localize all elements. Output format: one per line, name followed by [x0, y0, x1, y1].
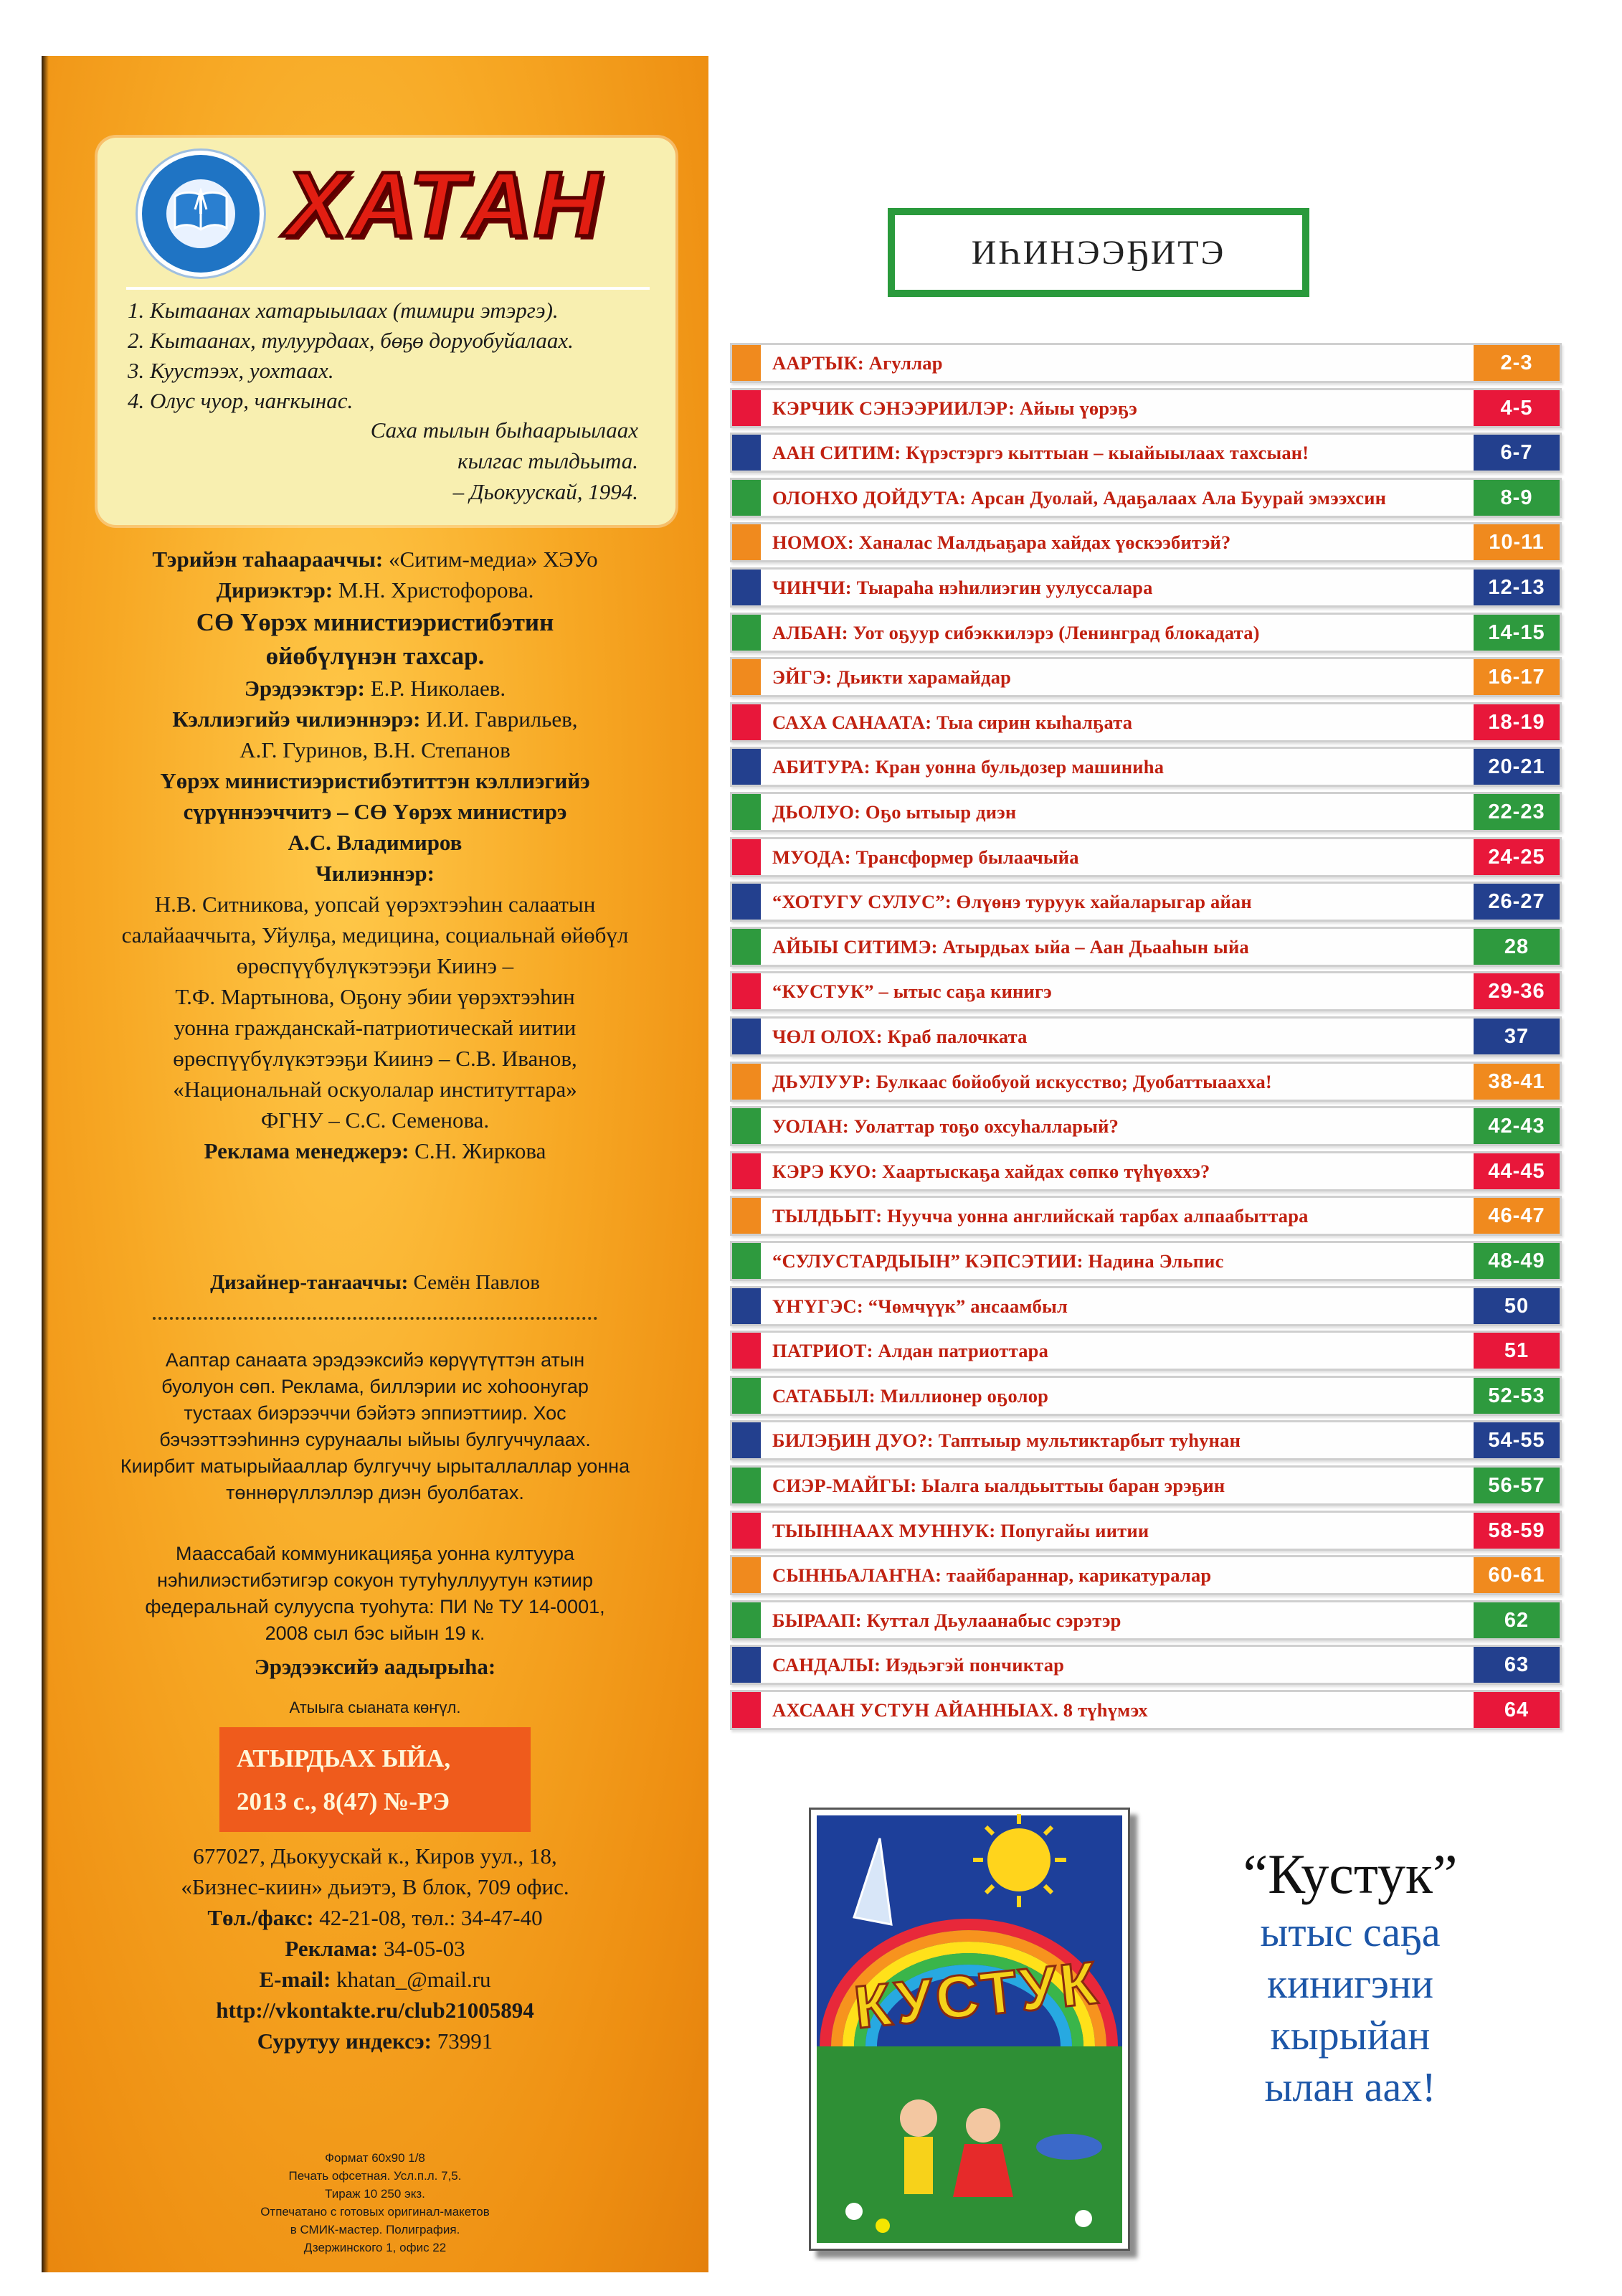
- toc-entry-text: [772, 1333, 1048, 1369]
- member-line: уонна гражданскай-патриотическай иитии: [174, 1015, 577, 1040]
- toc-article-title: таайбараннар, карикатуралар: [942, 1564, 1212, 1586]
- promo-line: кинигэни: [1266, 1960, 1434, 2007]
- magazine-logo: ХАТАН: [285, 153, 604, 256]
- book-cover-title: КУСТУК: [850, 1948, 1103, 2041]
- toc-section-name: АХСААН УСТУН АЙАННЫАХ.: [772, 1699, 1058, 1721]
- toc-color-band: [732, 435, 761, 471]
- toc-color-band: [732, 749, 761, 785]
- toc-row[interactable]: [730, 1465, 1562, 1506]
- toc-page-number: 10-11: [1474, 524, 1560, 560]
- toc-article-title: Таптыыр мультиктарбыт туһунан: [933, 1430, 1241, 1451]
- masthead-box: [98, 138, 675, 525]
- toc-color-band: [732, 1468, 761, 1503]
- issue-number: 2013 с., 8(47) №-РЭ: [237, 1787, 450, 1815]
- ads-phone-value: 34-05-03: [378, 1936, 465, 1961]
- toc-page-number: 24-25: [1474, 839, 1560, 875]
- email-value: khatan_@mail.ru: [331, 1967, 491, 1992]
- print-line: Тираж 10 250 экз.: [325, 2187, 425, 2201]
- imprint-credits: [42, 544, 708, 1166]
- print-line: Дзержинского 1, офис 22: [303, 2241, 447, 2254]
- toc-article-title: Уолаттар тоҕо охсуһалларый?: [848, 1115, 1119, 1137]
- ministry-support-line: СӨ Үөрэх министиэристибэтин: [196, 608, 554, 636]
- toc-page-number: 62: [1474, 1602, 1560, 1638]
- toc-article-title: – ытыс саҕа кинигэ: [873, 981, 1052, 1002]
- toc-row[interactable]: [730, 1062, 1562, 1102]
- source-line: Саха тылын быһаарыылаах: [370, 417, 638, 443]
- toc-section-name: ПАТРИОТ:: [772, 1340, 873, 1361]
- toc-section-name: АЙЫЫ СИТИМЭ:: [772, 936, 938, 958]
- toc-color-band: [732, 1243, 761, 1279]
- source-line: кылгас тылдьыта.: [457, 448, 638, 473]
- toc-entry-text: [772, 1557, 1211, 1593]
- promo-line: кырыйан: [1270, 2012, 1431, 2059]
- toc-page-number: 63: [1474, 1647, 1560, 1683]
- toc-entry-text: [772, 1647, 1064, 1683]
- member-line: өрөспүүбүлүкэтээҕи Киинэ –: [236, 953, 514, 978]
- toc-entry-text: [772, 1602, 1121, 1638]
- toc-row[interactable]: [730, 522, 1562, 562]
- toc-color-band: [732, 1288, 761, 1324]
- toc-section-name: САТАБЫЛ:: [772, 1385, 876, 1407]
- dictionary-source: [371, 415, 638, 507]
- toc-color-band: [732, 1378, 761, 1414]
- issue-badge: [219, 1727, 531, 1832]
- print-line: Отпечатано с готовых оригинал-макетов: [260, 2205, 490, 2219]
- editor-label: Эрэдээктэр:: [244, 676, 365, 701]
- toc-page-number: 44-45: [1474, 1153, 1560, 1189]
- contents-heading: [888, 208, 1309, 297]
- toc-entry-text: [772, 390, 1137, 426]
- toc-row[interactable]: [730, 1106, 1562, 1146]
- toc-section-name: САХА САНААТА:: [772, 712, 932, 733]
- toc-color-band: [732, 1108, 761, 1144]
- toc-color-band: [732, 1153, 761, 1189]
- subscription-index-value: 73991: [431, 2028, 493, 2054]
- source-line: – Дьокуускай, 1994.: [452, 479, 638, 504]
- toc-entry-text: [772, 524, 1230, 560]
- toc-article-title: “Чөмчүүк” ансаамбыл: [863, 1295, 1068, 1317]
- toc-entry-text: [772, 1422, 1241, 1458]
- board-label: Кэллиэгийэ чилиэннэрэ:: [172, 707, 421, 732]
- notice-line: төннөрүллэллэр диэн буолбатах.: [226, 1482, 524, 1503]
- toc-entry-text: [772, 1243, 1224, 1279]
- toc-page-number: 4-5: [1474, 390, 1560, 426]
- toc-entry-text: [772, 480, 1386, 516]
- toc-row[interactable]: [730, 747, 1562, 787]
- toc-section-name: ТЫЫННААХ МУННУК:: [772, 1520, 996, 1541]
- toc-page-number: 52-53: [1474, 1378, 1560, 1414]
- toc-color-band: [732, 480, 761, 516]
- toc-article-title: Тыараһа нэһилиэгин уулуссалара: [851, 577, 1153, 598]
- subscription-index-label: Сурутуу индексэ:: [257, 2028, 432, 2054]
- toc-page-number: 29-36: [1474, 973, 1560, 1009]
- toc-color-band: [732, 1333, 761, 1369]
- print-details: [42, 2149, 708, 2257]
- word-definitions: [128, 296, 574, 416]
- ministry-support-line: өйөбүлүнэн тахсар.: [265, 642, 485, 670]
- toc-entry-text: [772, 884, 1252, 920]
- toc-row[interactable]: [730, 1511, 1562, 1551]
- toc-article-title: Миллионер оҕолор: [875, 1385, 1049, 1407]
- toc-article-title: Ханалас Малдьаҕара хайдах үөскээбитэй?: [853, 532, 1231, 553]
- toc-section-name: АЛБАН:: [772, 622, 848, 643]
- ministry-emblem-icon: [142, 155, 260, 273]
- toc-entry-text: [772, 1378, 1048, 1414]
- toc-page-number: 28: [1474, 929, 1560, 965]
- toc-article-title: Булкаас бойобуой искусство; Дуобаттыаахха!: [871, 1071, 1272, 1092]
- toc-page-number: 8-9: [1474, 480, 1560, 516]
- toc-article-title: Попугайы иитии: [995, 1520, 1149, 1541]
- editor-address-label: Эрэдээксийэ аадырыһа:: [254, 1654, 496, 1679]
- toc-entry-text: [772, 839, 1079, 875]
- disclaimer-notice: [42, 1347, 708, 1506]
- toc-entry-text: [772, 1288, 1068, 1324]
- toc-entry-text: [772, 345, 943, 381]
- toc-color-band: [732, 1422, 761, 1458]
- toc-entry-text: [772, 1108, 1119, 1144]
- imprint-column: [42, 56, 708, 2272]
- toc-row[interactable]: [730, 927, 1562, 967]
- toc-article-title: Күрэстэргэ кыттыан – кыайыылаах тахсыан!: [901, 442, 1309, 463]
- toc-color-band: [732, 973, 761, 1009]
- ads-manager-label: Реклама менеджерэ:: [204, 1138, 409, 1163]
- toc-row[interactable]: [730, 837, 1562, 877]
- toc-row[interactable]: [730, 1645, 1562, 1685]
- notice-line: Маассабай коммуникацияҕа уонна култуура: [176, 1543, 574, 1564]
- print-line: в СМИК-мастер. Полиграфия.: [290, 2223, 460, 2236]
- ministry-board-line: Үөрэх министиэристибэтиттэн кэллиэгийэ: [160, 768, 590, 793]
- ads-manager-value: С.Н. Жиркова: [409, 1138, 546, 1163]
- toc-article-title: Дьикти харамайдар: [832, 666, 1012, 688]
- contact-block: [42, 1841, 708, 2056]
- toc-article-title: Атырдьах ыйа – Аан Дьааһын ыйа: [937, 936, 1249, 958]
- director-value: М.Н. Христофорова.: [333, 577, 534, 603]
- toc-page-number: 2-3: [1474, 345, 1560, 381]
- toc-section-name: СИЭР-МАЙГЫ:: [772, 1475, 917, 1496]
- toc-entry-text: [772, 1468, 1225, 1503]
- toc-article-title: Ыалга ыалдьыттыы баран эрэҕин: [916, 1475, 1225, 1496]
- definition-line: 3. Кууcтээх, уохтаах.: [128, 358, 334, 383]
- toc-color-band: [732, 704, 761, 740]
- toc-page-number: 56-57: [1474, 1468, 1560, 1503]
- toc-article-title: Куттал Дьулаанабыс сэрэтэр: [861, 1610, 1121, 1631]
- toc-article-title: Алдан патриоттара: [873, 1340, 1049, 1361]
- toc-section-name: БЫРААП:: [772, 1610, 862, 1631]
- definition-line: 1. Кытаанах хатарыылаах (тимири этэргэ).: [128, 298, 559, 323]
- toc-section-name: БИЛЭҔИН ДУО?:: [772, 1430, 934, 1451]
- toc-article-title: Агуллар: [863, 352, 943, 374]
- toc-article-title: Краб палочката: [882, 1026, 1028, 1047]
- toc-row[interactable]: [730, 971, 1562, 1011]
- toc-color-band: [732, 390, 761, 426]
- toc-page-number: 14-15: [1474, 615, 1560, 651]
- book-promo: [1164, 1842, 1537, 2113]
- toc-color-band: [732, 570, 761, 605]
- notice-line: федеральнай сулууспа туоһута: ПИ № ТУ 14-0001,: [145, 1596, 605, 1617]
- toc-row[interactable]: [730, 1376, 1562, 1416]
- toc-entry-text: [772, 973, 1052, 1009]
- toc-row[interactable]: [730, 1196, 1562, 1236]
- toc-color-band: [732, 1602, 761, 1638]
- toc-article-title: Тыа сирин кыһалҕата: [931, 712, 1133, 733]
- board-value: А.Г. Гуринов, В.Н. Степанов: [239, 737, 511, 762]
- address-line: 677027, Дьокуускай к., Киров уул., 18,: [193, 1843, 557, 1869]
- toc-row[interactable]: [730, 657, 1562, 697]
- toc-row[interactable]: [730, 567, 1562, 608]
- toc-row[interactable]: [730, 1555, 1562, 1595]
- toc-section-name: НОМОХ:: [772, 532, 854, 553]
- notice-line: 2008 сыл бэс ыйын 19 к.: [265, 1622, 485, 1644]
- divider: [126, 287, 650, 290]
- toc-page-number: 51: [1474, 1333, 1560, 1369]
- toc-section-name: КЭРЭ КУО:: [772, 1161, 878, 1182]
- editor-value: Е.Р. Николаев.: [364, 676, 506, 701]
- toc-row[interactable]: [730, 1286, 1562, 1326]
- price-note: Атыыга сыаната көҥүл.: [289, 1699, 461, 1716]
- toc-entry-text: [772, 704, 1132, 740]
- phone-label: Төл./факс:: [207, 1905, 314, 1930]
- toc-article-title: Иэдьэгэй пончиктар: [881, 1654, 1065, 1676]
- member-line: Т.Ф. Мартынова, Оҕону эбии үөрэхтээһин: [175, 984, 575, 1009]
- toc-article-title: Оҕо ытыыр диэн: [860, 801, 1017, 823]
- toc-color-band: [732, 1019, 761, 1054]
- toc-page-number: 60-61: [1474, 1557, 1560, 1593]
- toc-row[interactable]: [730, 1600, 1562, 1640]
- member-line: Н.В. Ситникова, уопсай үөрэхтээһин салаатын: [154, 892, 596, 917]
- notice-line: тустаах биэрээччи бэйэтэ эппиэттиир. Хос: [184, 1402, 566, 1424]
- member-line: өрөспүүбүлүкэтээҕи Киинэ – С.В. Иванов,: [173, 1046, 577, 1071]
- member-line: ФГНУ – С.С. Семенова.: [260, 1107, 490, 1133]
- toc-row[interactable]: [730, 882, 1562, 922]
- toc-article-title: Хаартыскаҕа хайдах сөпкө түһүөххэ?: [877, 1161, 1210, 1182]
- toc-color-band: [732, 1198, 761, 1234]
- founder-value: «Ситим-медиа» ХЭУо: [383, 547, 598, 572]
- toc-article-title: Арсан Дуолай, Адаҕалаах Ала Буурай эмээхсин: [966, 487, 1387, 509]
- toc-entry-text: [772, 659, 1011, 695]
- toc-row[interactable]: [730, 792, 1562, 832]
- toc-section-name: УОЛАН:: [772, 1115, 849, 1137]
- toc-color-band: [732, 1513, 761, 1549]
- toc-color-band: [732, 524, 761, 560]
- promo-line: ытыс саҕа: [1260, 1909, 1441, 1955]
- toc-section-name: САНДАЛЫ:: [772, 1654, 881, 1676]
- print-line: Печать офсетная. Усл.п.л. 7,5.: [288, 2169, 462, 2183]
- notice-line: Киирбит матырыйааллар булгуччу ырыталлаллар уонна: [120, 1455, 630, 1477]
- toc-entry-text: [772, 794, 1016, 830]
- toc-entry-text: [772, 570, 1153, 605]
- toc-color-band: [732, 345, 761, 381]
- designer-credit: [42, 1268, 708, 1320]
- toc-article-title: Өлүөнэ туруук хайаларыгар айан: [951, 891, 1252, 912]
- registration-notice: [42, 1541, 708, 1647]
- toc-section-name: “ХОТУГУ СУЛУС”:: [772, 891, 952, 912]
- toc-color-band: [732, 1647, 761, 1683]
- definition-line: 4. Олус чуор, чаҥкынас.: [128, 388, 354, 413]
- toc-article-title: Нуучча уонна английскай тарбах алпаабыттара: [882, 1205, 1309, 1227]
- toc-entry-text: [772, 435, 1309, 471]
- toc-section-name: ҮҤҮГЭС:: [772, 1295, 863, 1317]
- toc-page-number: 64: [1474, 1692, 1560, 1728]
- member-line: «Национальнай оскуолалар институттара»: [173, 1077, 577, 1102]
- toc-color-band: [732, 659, 761, 695]
- toc-color-band: [732, 1557, 761, 1593]
- address-line: «Бизнес-киин» дьиэтэ, В блок, 709 офис.: [181, 1874, 569, 1899]
- toc-page-number: 42-43: [1474, 1108, 1560, 1144]
- toc-row[interactable]: [730, 478, 1562, 518]
- notice-line: бэчээттээһиннэ сурунаалы ыйыы булгуччулаах.: [159, 1429, 591, 1450]
- toc-page-number: 6-7: [1474, 435, 1560, 471]
- toc-article-title: Айыы үөрэҕэ: [1015, 397, 1138, 419]
- toc-row[interactable]: [730, 343, 1562, 383]
- toc-section-name: ААН СИТИМ:: [772, 442, 901, 463]
- toc-article-title: Надина Эльпис: [1083, 1250, 1224, 1272]
- toc-page-number: 37: [1474, 1019, 1560, 1054]
- toc-article-title: Уот оҕуур сибэккилэрэ (Ленинград блокадата): [848, 622, 1260, 643]
- ministry-board-line: А.С. Владимиров: [288, 830, 463, 855]
- members-label: Чилиэннэр:: [316, 861, 435, 886]
- toc-row[interactable]: [730, 388, 1562, 428]
- toc-section-name: ЭЙГЭ:: [772, 666, 833, 688]
- toc-page-number: 46-47: [1474, 1198, 1560, 1234]
- toc-row[interactable]: [730, 1151, 1562, 1191]
- toc-page-number: 58-59: [1474, 1513, 1560, 1549]
- toc-page-number: 48-49: [1474, 1243, 1560, 1279]
- notice-line: буолуон сөп. Реклама, биллэрии ис хоһоонугар: [161, 1376, 589, 1397]
- toc-entry-text: [772, 1064, 1272, 1100]
- phone-value: 42-21-08, төл.: 34-47-40: [313, 1905, 543, 1930]
- email-label: E-mail:: [259, 1967, 331, 1992]
- toc-page-number: 50: [1474, 1288, 1560, 1324]
- notice-line: Ааптар санаата эрэдээксийэ көрүүтүттэн атын: [165, 1349, 585, 1371]
- toc-section-name: КЭРЧИК СЭНЭЭРИИЛЭР:: [772, 397, 1015, 419]
- designer-value: Семён Павлов: [408, 1271, 540, 1294]
- ministry-board-line: сүрүннээччитэ – СӨ Үөрэх министирэ: [183, 799, 567, 824]
- toc-color-band: [732, 929, 761, 965]
- founder-label: Тэрийэн таһаарааччы:: [152, 547, 384, 572]
- toc-section-name: ОЛОНХО ДОЙДУТА:: [772, 487, 967, 509]
- definition-line: 2. Кытаанах, тулуурдаах, бөҕө доруобуйалаах.: [128, 328, 574, 353]
- print-line: Формат 60х90 1/8: [325, 2151, 425, 2165]
- toc-color-band: [732, 794, 761, 830]
- toc-row[interactable]: [730, 702, 1562, 742]
- toc-page-number: 18-19: [1474, 704, 1560, 740]
- member-line: салайааччыта, Уйулҕа, медицина, социальнай өйөбүл: [121, 922, 629, 948]
- toc-section-name: АБИТУРА:: [772, 756, 871, 778]
- toc-color-band: [732, 1064, 761, 1100]
- toc-article-title: 8 түһүмэх: [1058, 1699, 1148, 1721]
- toc-row[interactable]: [730, 613, 1562, 653]
- toc-entry-text: [772, 1198, 1309, 1234]
- toc-entry-text: [772, 1019, 1028, 1054]
- toc-entry-text: [772, 749, 1164, 785]
- toc-section-name: ААРТЫК:: [772, 352, 864, 374]
- toc-section-name: ЧИНЧИ:: [772, 577, 852, 598]
- toc-page-number: 38-41: [1474, 1064, 1560, 1100]
- toc-page-number: 26-27: [1474, 884, 1560, 920]
- toc-page-number: 16-17: [1474, 659, 1560, 695]
- promo-title: “Кустук”: [1243, 1843, 1458, 1905]
- toc-entry-text: [772, 929, 1249, 965]
- dotted-divider: [153, 1317, 597, 1320]
- director-label: Дириэктэр:: [216, 577, 333, 603]
- toc-row[interactable]: [730, 1690, 1562, 1730]
- toc-color-band: [732, 884, 761, 920]
- toc-row[interactable]: [730, 1331, 1562, 1371]
- toc-color-band: [732, 1692, 761, 1728]
- toc-section-name: ТЫЛДЬЫТ:: [772, 1205, 883, 1227]
- designer-label: Дизайнер-таҥааччы:: [210, 1271, 409, 1294]
- toc-row[interactable]: [730, 433, 1562, 473]
- toc-article-title: Трансформер былаачыйа: [850, 846, 1079, 868]
- notice-line: нэһилиэстибэтигэр сокуон тутуһуллуутун кэтиир: [156, 1569, 593, 1591]
- toc-page-number: 12-13: [1474, 570, 1560, 605]
- promo-line: ылан аах!: [1264, 2064, 1436, 2110]
- issue-month: АТЫРДЬАХ ЫЙА,: [237, 1744, 451, 1772]
- vk-link: http://vkontakte.ru/club21005894: [216, 1998, 534, 2023]
- toc-section-name: ДЬОЛУО:: [772, 801, 861, 823]
- toc-entry-text: [772, 1153, 1210, 1189]
- ads-phone-label: Реклама:: [285, 1936, 379, 1961]
- toc-color-band: [732, 839, 761, 875]
- toc-article-title: Кран уонна бульдозер машиниһа: [870, 756, 1165, 778]
- toc-color-band: [732, 615, 761, 651]
- toc-section-name: СЫННЬАЛАҤНА:: [772, 1564, 942, 1586]
- magazine-page: [42, 56, 1576, 2272]
- toc-section-name: ДЬУЛУУР:: [772, 1071, 871, 1092]
- toc-entry-text: [772, 1692, 1148, 1728]
- toc-entry-text: [772, 1513, 1149, 1549]
- contents-title: ИҺИНЭЭҔИТЭ: [895, 215, 1302, 290]
- toc-row[interactable]: [730, 1016, 1562, 1057]
- toc-entry-text: [772, 615, 1260, 651]
- toc-section-name: “СУЛУСТАРДЫЫН” КЭПСЭТИИ:: [772, 1250, 1083, 1272]
- toc-page-number: 20-21: [1474, 749, 1560, 785]
- toc-row[interactable]: [730, 1241, 1562, 1281]
- toc-page-number: 54-55: [1474, 1422, 1560, 1458]
- toc-page-number: 22-23: [1474, 794, 1560, 830]
- kustuk-book-cover: [809, 1808, 1130, 2251]
- toc-section-name: ЧӨЛ ОЛОХ:: [772, 1026, 883, 1047]
- board-value: И.И. Гаврильев,: [420, 707, 578, 732]
- toc-section-name: “КУСТУК”: [772, 981, 874, 1002]
- toc-row[interactable]: [730, 1420, 1562, 1460]
- toc-section-name: МУОДА:: [772, 846, 851, 868]
